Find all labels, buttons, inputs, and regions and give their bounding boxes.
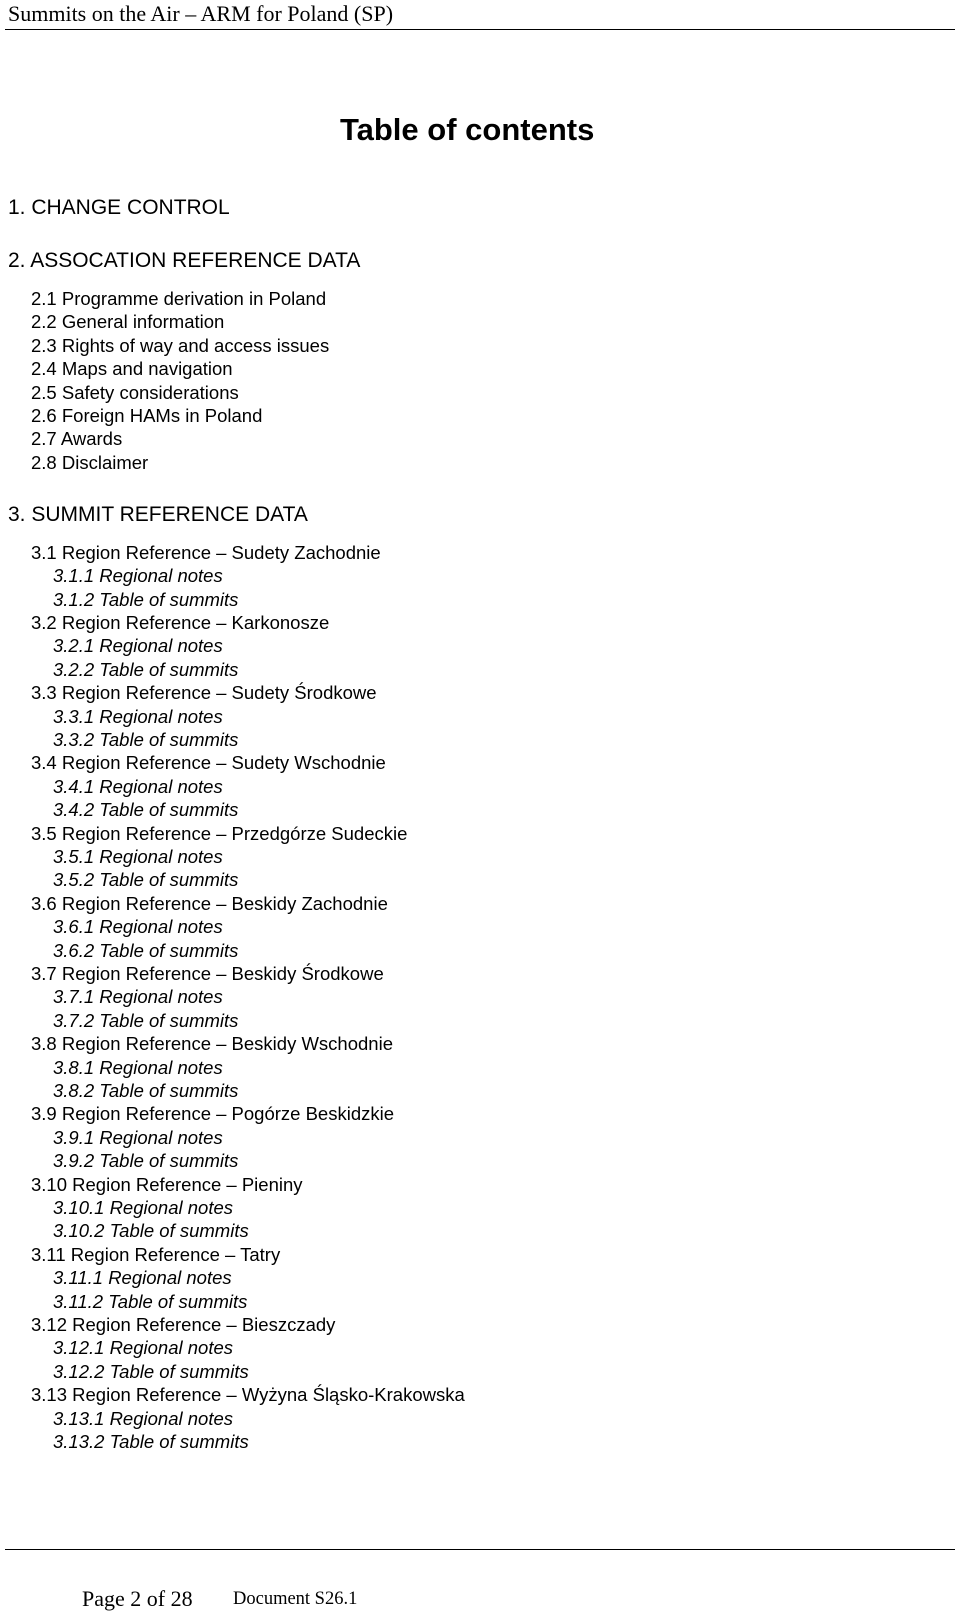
- toc-entry[interactable]: 3.5 Region Reference – Przedgórze Sudeckie: [31, 822, 408, 844]
- footer-document-id: Document S26.1: [233, 1589, 358, 1609]
- footer-rule: [5, 1549, 955, 1551]
- toc-entry[interactable]: 3.9 Region Reference – Pogórze Beskidzkie: [31, 1103, 395, 1125]
- toc-subentry[interactable]: 3.5.2 Table of summits: [53, 869, 239, 891]
- toc-subentry[interactable]: 3.7.1 Regional notes: [53, 986, 223, 1008]
- toc-subentry[interactable]: 3.8.1 Regional notes: [53, 1056, 223, 1078]
- toc-entry[interactable]: 2.2 General information: [31, 311, 225, 333]
- toc-subentry[interactable]: 3.12.1 Regional notes: [53, 1337, 233, 1359]
- toc-subentry[interactable]: 3.10.2 Table of summits: [53, 1220, 249, 1242]
- toc-entry[interactable]: 3.1 Region Reference – Sudety Zachodnie: [31, 541, 381, 563]
- toc-subentry[interactable]: 3.13.1 Regional notes: [53, 1407, 233, 1429]
- header-title: Summits on the Air – ARM for Poland (SP): [8, 1, 394, 26]
- toc-entry[interactable]: 2.7 Awards: [31, 428, 123, 450]
- toc-subentry[interactable]: 3.13.2 Table of summits: [53, 1431, 249, 1452]
- toc-entry[interactable]: 3.12 Region Reference – Bieszczady: [31, 1314, 336, 1335]
- toc-subentry[interactable]: 3.4.1 Regional notes: [53, 775, 223, 797]
- toc-entry[interactable]: 3.7 Region Reference – Beskidy Środkowe: [31, 963, 384, 984]
- toc-entry[interactable]: 3.13 Region Reference – Wyżyna Śląsko-Krakowska: [31, 1384, 465, 1406]
- page-header: [5, 0, 955, 30]
- toc-entry[interactable]: 2.6 Foreign HAMs in Poland: [31, 405, 263, 426]
- toc-entry[interactable]: 3.4 Region Reference – Sudety Wschodnie: [31, 752, 386, 774]
- toc-entry[interactable]: 2.5 Safety considerations: [31, 381, 239, 403]
- toc-entry[interactable]: 3.6 Region Reference – Beskidy Zachodnie: [31, 892, 388, 914]
- toc-subentry[interactable]: 3.8.2 Table of summits: [53, 1080, 239, 1101]
- toc-subentry[interactable]: 3.11.2 Table of summits: [53, 1290, 248, 1312]
- toc-entry[interactable]: 2.1 Programme derivation in Poland: [31, 288, 327, 309]
- toc-subentry[interactable]: 3.6.1 Regional notes: [53, 916, 223, 938]
- toc-entry[interactable]: 2.4 Maps and navigation: [31, 358, 233, 380]
- toc-subentry[interactable]: 3.6.2 Table of summits: [53, 939, 239, 961]
- toc-subentry[interactable]: 3.9.2 Table of summits: [53, 1150, 239, 1172]
- toc-subentry[interactable]: 3.1.2 Table of summits: [53, 588, 239, 610]
- toc-subentry[interactable]: 3.4.2 Table of summits: [53, 799, 239, 821]
- toc-entry[interactable]: 3.11 Region Reference – Tatry: [31, 1243, 281, 1265]
- toc-title: Table of contents: [340, 112, 595, 147]
- footer-page-number: Page 2 of 28: [82, 1586, 193, 1611]
- toc-entry[interactable]: 2.8 Disclaimer: [31, 451, 149, 473]
- toc-entry[interactable]: 3.2 Region Reference – Karkonosze: [31, 612, 330, 633]
- toc-subentry[interactable]: 3.5.1 Regional notes: [53, 846, 223, 867]
- toc-entry[interactable]: 2.3 Rights of way and access issues: [31, 334, 330, 356]
- toc-subentry[interactable]: 3.3.1 Regional notes: [53, 705, 223, 727]
- toc-subentry[interactable]: 3.10.1 Regional notes: [53, 1197, 233, 1218]
- toc-subentry[interactable]: 3.1.1 Regional notes: [53, 565, 223, 587]
- toc-subentry[interactable]: 3.2.1 Regional notes: [53, 635, 223, 657]
- toc-section-heading[interactable]: 1. CHANGE CONTROL: [8, 196, 230, 219]
- toc-subentry[interactable]: 3.11.1 Regional notes: [53, 1267, 232, 1289]
- toc-section-heading[interactable]: 2. ASSOCATION REFERENCE DATA: [8, 249, 361, 272]
- toc-subentry[interactable]: 3.3.2 Table of summits: [53, 729, 239, 750]
- toc-entry[interactable]: 3.8 Region Reference – Beskidy Wschodnie: [31, 1033, 393, 1055]
- toc-entry[interactable]: 3.10 Region Reference – Pieniny: [31, 1173, 303, 1195]
- toc-subentry[interactable]: 3.2.2 Table of summits: [53, 658, 239, 680]
- toc-subentry[interactable]: 3.7.2 Table of summits: [53, 1009, 239, 1031]
- toc-section-heading[interactable]: 3. SUMMIT REFERENCE DATA: [8, 502, 308, 526]
- toc-subentry[interactable]: 3.12.2 Table of summits: [53, 1360, 249, 1382]
- toc-subentry[interactable]: 3.9.1 Regional notes: [53, 1126, 223, 1148]
- toc-entry[interactable]: 3.3 Region Reference – Sudety Środkowe: [31, 682, 377, 704]
